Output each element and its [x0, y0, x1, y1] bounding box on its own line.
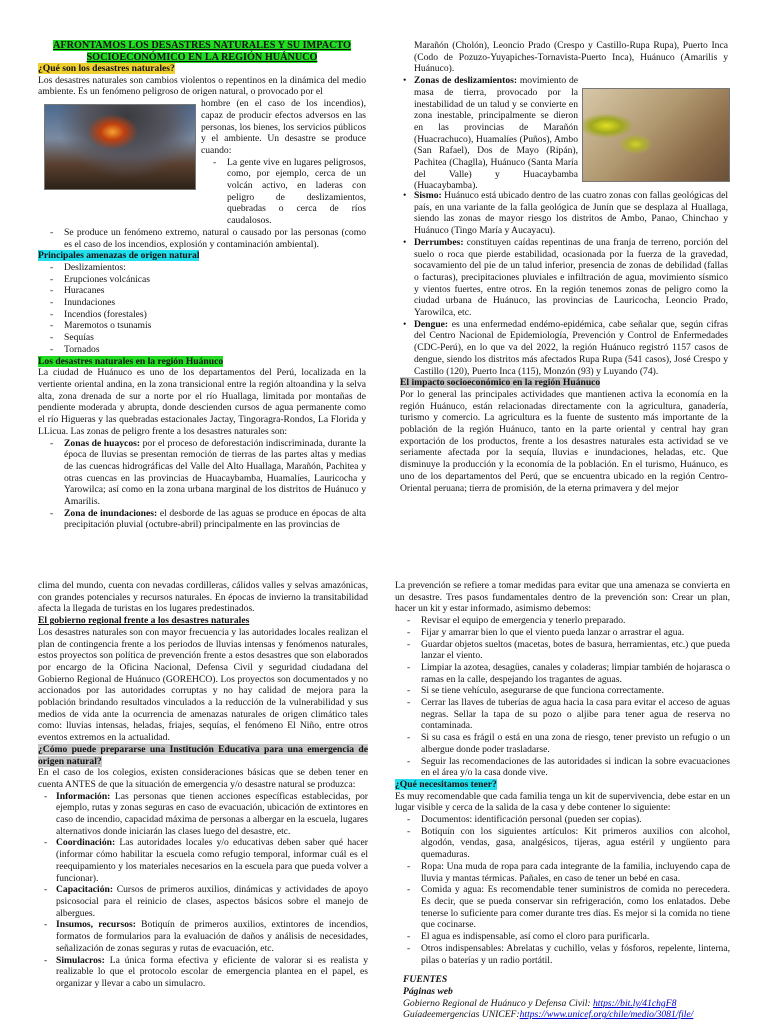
- list-item: - Si su casa es frágil o está en una zona de riesgo, tener previsto un refugio o un albergue donde poder trasladarse.: [395, 732, 730, 755]
- top-right-column-lower: [400, 190, 728, 510]
- list-item: - Simulacros: La única forma efectiva y eficiente de valorar si es realista y realizable lo que el protocolo escolar de emergencia plantea en el papel, es organizar y llevar a cabo un simulacro.: [38, 955, 368, 990]
- hazards-list-2: [400, 190, 728, 377]
- source-1: Gobierno Regional de Huánuco y Defensa Civil: https://bit.ly/41chgF8: [403, 997, 677, 1009]
- source-link-1[interactable]: https://bit.ly/41chgF8: [592, 997, 677, 1009]
- list-item: - La gente vive en lugares peligrosos, como, por ejemplo, cerca de un volcán activo, en laderas con peligro de deslizamientos, quebradas o cerca de ríos caudalosos.: [201, 157, 366, 227]
- heading-school: ¿Cómo puede prepararse una Institución Educativa para una emergencia de origen natural?: [38, 743, 368, 767]
- list-item: - Limpiar la azotea, desagües, canales y coladeras; limpiar también de hojarasca o ramas en la calle, despejando los tragantes de aguas.: [395, 662, 730, 685]
- list-item: • Sismo: Huánuco está ubicado dentro de las cuatro zonas con fallas geológicas del país, en una variante de la falla geológica de Junín que se desplaza al Huallaga, siendo las zonas de mayor riesgo los distritos de Ambo, Panao, Chinchao y Huánuco (Tingo María y Aucayacu).: [400, 190, 728, 237]
- list-item: - Ropa: Una muda de ropa para cada integrante de la familia, incluyendo capa de lluvia y mantas térmicas. Pañales, en caso de tener un bebé en casa.: [395, 861, 730, 884]
- list-item: - Revisar el equipo de emergencia y tenerlo preparado.: [395, 615, 730, 627]
- list-item: - Tornados: [38, 344, 366, 356]
- heading-impact: El impacto socioeconómico en la región Huánuco: [400, 377, 601, 389]
- list-item: - El agua es indispensable, así como el cloro para purificarla.: [395, 931, 730, 943]
- landslide-worker-image: [582, 88, 730, 182]
- list-item: - Se produce un fenómeno extremo, natural o causado por las personas (como es el caso de los incendios, explosión y contaminación ambiental).: [38, 227, 366, 250]
- list-item: - Comida y agua: Es recomendable tener suministros de comida no perecedera. Es decir, que se pueda conservar sin refrigeración, como los enlatados. Debe tenerse lo suficiente para comer durante tres días. Es mejor si la comida no tiene que cocinarse.: [395, 884, 730, 931]
- school-list: [38, 791, 368, 990]
- kit-list: [395, 814, 730, 966]
- list-item: - Documentos: identificación personal (pueden ser copias).: [395, 814, 730, 826]
- list-item: - Erupciones volcánicas: [38, 274, 366, 286]
- list-item: - Huracanes: [38, 285, 366, 297]
- list-item: - Si se tiene vehículo, asegurarse de que funciona correctamente.: [395, 685, 730, 697]
- para-climate: clima del mundo, cuenta con nevadas cordilleras, cálidos valles y selvas amazónicas, con grandes potenciales y recursos naturales. En épocas de invierno la transitabilidad afecta la llegada de turistas en los lugares predestinados.: [38, 580, 368, 615]
- para-school: En el caso de los colegios, existen consideraciones básicas que se deben tener en cuenta ANTES de que la situación de emergencia y/o desastre natural se produzca:: [38, 767, 368, 790]
- sources-section: [395, 974, 730, 1021]
- when-list-2: [38, 227, 366, 250]
- para-region: La ciudad de Huánuco es uno de los departamentos del Perú, localizada en la vertiente oriental andina, en la zona transicional entre la región altoandina y la selva alta, zona drenada de sur a norte por el río Huallaga, limitada por montañas de pendiente moderada y abrupta, donde descienden cursos de agua permanente como el río Higueras y las quebradas estacionales Jactay, Tingoragra-Rondos, La Florida y LLicua. Las zonas de peligro frente a los desastres naturales son:: [38, 367, 366, 437]
- prevention-list: [395, 615, 730, 779]
- volcano-eruption-image: [44, 104, 196, 190]
- list-item: - Seguir las recomendaciones de las autoridades si indican la sobre evacuaciones en el área y/o la casa donde vive.: [395, 756, 730, 779]
- list-item: - Capacitación: Cursos de primeros auxilios, dinámicas y actividades de apoyo psicosocial para el reinicio de clases, aspectos básicos sobre el manejo de albergues.: [38, 884, 368, 919]
- heading-gov: El gobierno regional frente a los desastres naturales: [38, 615, 250, 627]
- list-item: - Incendios (forestales): [38, 309, 366, 321]
- list-item: - Zonas de huaycos: por el proceso de deforestación indiscriminada, durante la época de lluvias se presentan remoción de tierras de las partes altas y medias de las cuencas hidrográficas del Valle del Alto Huallaga, Marañón, Pachitea y otras cuencas en las provincias de Huacaybamba, Huamalíes, Lauricocha y Yarowilca; así como en la zona urbana marginal de los distritos de Huánuco y Amarilis.: [38, 438, 366, 508]
- list-item: - Maremotos o tsunamis: [38, 320, 366, 332]
- list-item: - Insumos, recursos: Botiquín de primeros auxilios, extintores de incendios, formatos de formularios para la evaluación de daños y análisis de necesidades, señalización de zonas seguras y rutas de evacuación, etc.: [38, 919, 368, 954]
- heading-region: Los desastres naturales en la región Huánuco: [38, 355, 224, 367]
- list-item: - Inundaciones: [38, 297, 366, 309]
- para-inund-cont: Marañón (Cholón), Leoncio Prado (Crespo y Castillo-Rupa Rupa), Puerto Inca (Codo de Pozuzo-Yuyapiches-Tornavista-Puerto Inca), Huánuco (Amarilis y Huánuco).: [414, 40, 728, 75]
- list-item: - Cerrar las llaves de tuberías de agua hacia la casa para evitar el acceso de aguas negras. Sellar la tapa de su pozo o aljibe para tener agua de reserva no contaminada.: [395, 697, 730, 732]
- bottom-right-column: [395, 580, 730, 1024]
- source-link-2[interactable]: https://www.unicef.org/chile/medio/3081/file/: [519, 1009, 694, 1021]
- list-item: - Botiquín con los siguientes artículos: Kit primeros auxilios con alcohol, algodón, vendas, gasa, analgésicos, tijeras, agua estéril y ungüento para quemaduras.: [395, 826, 730, 861]
- list-item: - Información: Las personas que tienen acciones específicas establecidas, por ejemplo, rutas y zonas seguras en caso de evacuación, ubicación de extintores en caso de incendio, capacidad máxima de personas a albergar en la escuela, lugares alternativos donde iniciarán las clases luego del desastre, etc.: [38, 791, 368, 838]
- source-2: Guíadeemergencias UNICEF:https://www.unicef.org/chile/medio/3081/file/: [403, 1009, 694, 1021]
- para-what: Los desastres naturales son cambios violentos o repentinos en la dinámica del medio ambiente. Es un fenómeno peligroso de origen natural, o provocado por el: [38, 74, 366, 98]
- list-item: • Zonas de deslizamientos: movimiento de masa de tierra, provocado por la inestabilidad de un talud y se convierte en zona inestable, principalmente se dieron en las provincias de Marañón (Huacrachuco), Huamalíes (Puños), Ambo (San Rafael), Dos de Mayo (Ripán), Pachitea (Chaglla), Huánuco (Santa María del Valle) y Huacaybamba (Huacaybamba).: [400, 75, 578, 192]
- list-item: - Guardar objetos sueltos (macetas, botes de basura, herramientas, etc.) que pueda lanzar el viento.: [395, 639, 730, 662]
- bottom-left-column: [38, 580, 368, 1024]
- para-what-2: hombre (en el caso de los incendios), capaz de producir efectos adversos en las personas, los bienes, los servicios públicos y el ambiente. Un desastre se produce cuando:: [201, 98, 366, 156]
- para-need: Es muy recomendable que cada familia tenga un kit de supervivencia, debe estar en un lugar visible y cerca de la salida de la casa y debe contener lo siguiente:: [395, 790, 730, 814]
- threats-list: [38, 262, 366, 356]
- heading-sources: FUENTES: [403, 974, 448, 986]
- list-item: - Otros indispensables: Abrelatas y cuchillo, velas y fósforos, repelente, linterna, pilas o baterías y un radio portátil.: [395, 943, 730, 966]
- list-item: - Zona de inundaciones: el desborde de las aguas se produce en épocas de alta precipitación pluvial (octubre-abril) principalmente en las provincias de: [38, 508, 366, 531]
- list-item: - Deslizamientos:: [38, 262, 366, 274]
- heading-threats: Principales amenazas de origen natural: [38, 250, 200, 262]
- list-item: - Sequías: [38, 332, 366, 344]
- page-title: AFRONTAMOS LOS DESASTRES NATURALES Y SU IMPACTO SOCIOECONÓMICO EN LA REGIÓN HUÁNUCO: [53, 40, 351, 63]
- para-prevention: La prevención se refiere a tomar medidas para evitar que una amenaza se convierta en un desastre. Tres pasos fundamentales dentro de la prevención son: Crear un plan, hacer un kit y estar informado, asimismo debemos:: [395, 580, 730, 615]
- list-item: • Derrumbes: constituyen caídas repentinas de una franja de terreno, porción del suelo o roca que pierde estabilidad, ocasionada por la fuerza de la gravedad, socavamiento del pie de un talud inferior, presencia de zonas de debilidad (fallas o facturas), precipitaciones pluviales e infiltración de agua, movimiento sísmico y vientos fuertes, entre otros. En la región tenemos zonas de peligro como la ciudad urbana de Huánuco, las provincias de Lauricocha, Leoncio Prado, Yarowilca, etc.: [400, 237, 728, 319]
- list-item: • Dengue: es una enfermedad endémo-epidémica, cabe señalar que, según cifras del Centro Nacional de Epidemiología, Prevención y Control de Enfermedades (CDC-Perú), en lo que va del 2022, la región Huánuco registró 1157 casos de dengue, siendo los distritos más afectados Rupa Rupa (541 casos), José Crespo y Castillo (120), Puerto Inca (115), Monzón (93) y Luyando (74).: [400, 319, 728, 378]
- heading-what: ¿Qué son los desastres naturales?: [38, 63, 175, 74]
- list-item: - Coordinación: Las autoridades locales y/o educativas deben saber qué hacer (informar cómo habilitar la escuela como refugio temporal, informar cuál es el reequipamiento y los materiales necesarios en la escuela para que pueda volver a funcionar).: [38, 837, 368, 884]
- para-impact: Por lo general las principales actividades que mantienen activa la economía en la región Huánuco, están relacionadas directamente con la agricultura, ganadería, turismo y comercio. La agricultura es la fuente de sustento más importante de la población de la región Huánuco, tanto en la parte oriental y central hay gran exportación de los productos, frente a los desastres naturales esta actividad se ve seriamente afectada por la sequía, lluvias e inundaciones, heladas, etc. Que disminuye la producción y la economía de la población. En el turismo, Huánuco, es uno de los departamentos del Perú, que se encuentra ubicado en la región Centro-Oriental peruana; tierra de promisión, de la eterna primavera y del mejor: [400, 388, 728, 494]
- zones-list: [38, 438, 366, 532]
- heading-need: ¿Qué necesitamos tener?: [395, 778, 497, 790]
- para-gov: Los desastres naturales son con mayor frecuencia y las autoridades locales realizan el plan de contingencia frente a los periodos de lluvias intensas y fenómenos naturales, estos proyectos son política de prevención frente a estos desastres que son elaborados por encargo de la Oficina Nacional, Defensa Civil y seguridad ciudadana del Gobierno Regional de Huánuco (GOREHCO). Los proyectos son documentados y no accionados por las autoridades corruptas y no hay calidad de mejora para la población brindando resultados vinculados a la reducción de la vulnerabilidad y sus medios de vida ante la ocurrencia de amenazas naturales de origen climático tales como: lluvias intensas, heladas, friajes, sequías, el fenómeno El Niño, entre otros eventos extremos en la actualidad.: [38, 626, 368, 744]
- list-item: - Fijar y amarrar bien lo que el viento pueda lanzar o arrastrar el agua.: [395, 627, 730, 639]
- heading-web: Páginas web: [403, 985, 453, 997]
